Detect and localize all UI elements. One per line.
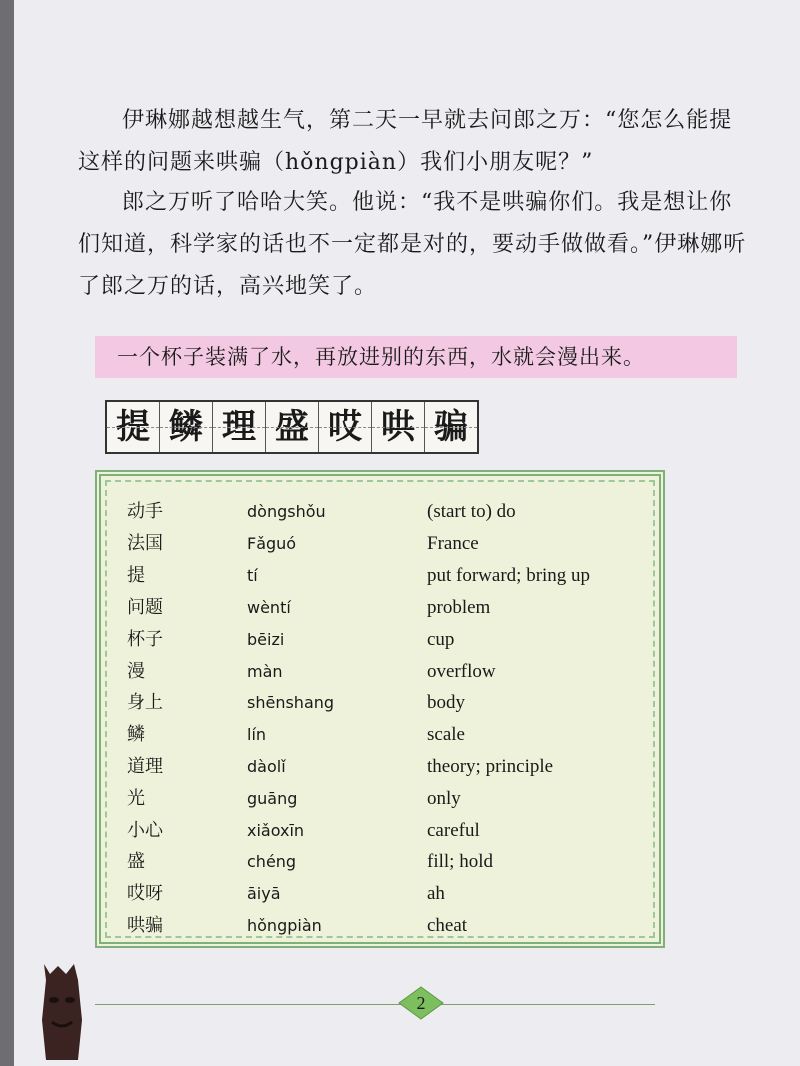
vocab-hanzi: 提 — [127, 565, 145, 586]
vocab-hanzi: 身上 — [127, 692, 163, 713]
vocab-english: ah — [427, 883, 445, 904]
writing-practice-grid — [105, 400, 479, 454]
vocab-hanzi: 法国 — [127, 533, 163, 554]
vocab-row — [127, 815, 647, 846]
vocab-english: problem — [427, 597, 491, 618]
vocab-row — [127, 751, 647, 782]
vocab-hanzi: 漫 — [127, 661, 145, 682]
vocab-pinyin: āiyā — [247, 884, 281, 903]
vocab-pinyin: dòngshǒu — [247, 502, 326, 521]
story-paragraph-1 — [78, 100, 748, 184]
vocab-pinyin: bēizi — [247, 630, 285, 649]
page-number-badge — [398, 986, 444, 1020]
vocab-pinyin: màn — [247, 662, 283, 681]
vocab-row — [127, 496, 647, 527]
vocab-row — [127, 656, 647, 687]
story-paragraph-2 — [78, 182, 748, 308]
vocab-pinyin: shēnshang — [247, 693, 335, 712]
practice-char: 盛 — [266, 402, 319, 452]
vocab-row — [127, 528, 647, 559]
vocab-row — [127, 910, 647, 941]
vocab-row — [127, 592, 647, 623]
vocab-pinyin: Fǎguó — [247, 534, 297, 553]
practice-char: 哎 — [319, 402, 372, 452]
mask-figure-icon — [38, 960, 86, 1064]
vocab-pinyin: guāng — [247, 789, 298, 808]
paragraph-text: 郎之万听了哈哈大笑。他说：“我不是哄骗你们。我是想让你们知道，科学家的话也不一定都是对的，要动手做做看。”伊琳娜听了郎之万的话，高兴地笑了。 — [78, 190, 747, 299]
vocab-pinyin: wèntí — [247, 598, 291, 617]
page-number: 2 — [416, 993, 426, 1013]
vocab-english: cheat — [427, 915, 468, 936]
vocab-row — [127, 783, 647, 814]
vocab-pinyin: dàolǐ — [247, 757, 286, 776]
vocab-hanzi: 光 — [127, 788, 145, 809]
vocab-english: put forward; bring up — [427, 565, 591, 586]
vocab-hanzi: 小心 — [127, 820, 163, 841]
vocab-row — [127, 878, 647, 909]
book-spine — [0, 0, 14, 1066]
vocab-english: cup — [427, 629, 455, 650]
vocab-row — [127, 846, 647, 877]
vocab-english: body — [427, 692, 465, 713]
practice-char: 理 — [213, 402, 266, 452]
practice-char: 鳞 — [160, 402, 213, 452]
vocab-row — [127, 719, 647, 750]
vocab-english: fill; hold — [427, 851, 493, 872]
vocab-pinyin: hǒngpiàn — [247, 916, 322, 935]
vocab-hanzi: 动手 — [127, 501, 163, 522]
vocab-hanzi: 哄骗 — [127, 915, 163, 936]
practice-char: 哄 — [372, 402, 425, 452]
vocab-hanzi: 盛 — [127, 851, 145, 872]
vocab-english: careful — [427, 820, 480, 841]
vocab-english: France — [427, 533, 479, 554]
vocab-hanzi: 鳞 — [127, 724, 145, 745]
vocab-pinyin: lín — [247, 725, 267, 744]
vocab-hanzi: 杯子 — [127, 629, 163, 650]
vocab-row — [127, 560, 647, 591]
practice-char: 提 — [107, 402, 160, 452]
vocab-english: only — [427, 788, 461, 809]
vocab-english: scale — [427, 724, 465, 745]
vocab-hanzi: 问题 — [127, 597, 163, 618]
vocab-english: overflow — [427, 661, 496, 682]
vocab-row — [127, 687, 647, 718]
vocab-pinyin: chéng — [247, 852, 297, 871]
vocab-hanzi: 哎呀 — [127, 883, 163, 904]
highlight-sentence: 一个杯子装满了水，再放进别的东西，水就会漫出来。 — [95, 336, 737, 378]
vocab-pinyin: xiǎoxīn — [247, 821, 305, 840]
vocab-row — [127, 624, 647, 655]
vocab-english: theory; principle — [427, 756, 554, 777]
vocab-hanzi: 道理 — [127, 756, 163, 777]
vocab-english: (start to) do — [427, 501, 516, 522]
practice-char: 骗 — [425, 402, 477, 452]
footer-divider — [95, 1004, 655, 1005]
vocab-pinyin: tí — [247, 566, 258, 585]
paragraph-text: 伊琳娜越想越生气，第二天一早就去问郎之万：“您怎么能提这样的问题来哄骗（hǒngpiàn）我们小朋友呢？” — [78, 108, 733, 175]
vocabulary-box — [95, 470, 665, 948]
